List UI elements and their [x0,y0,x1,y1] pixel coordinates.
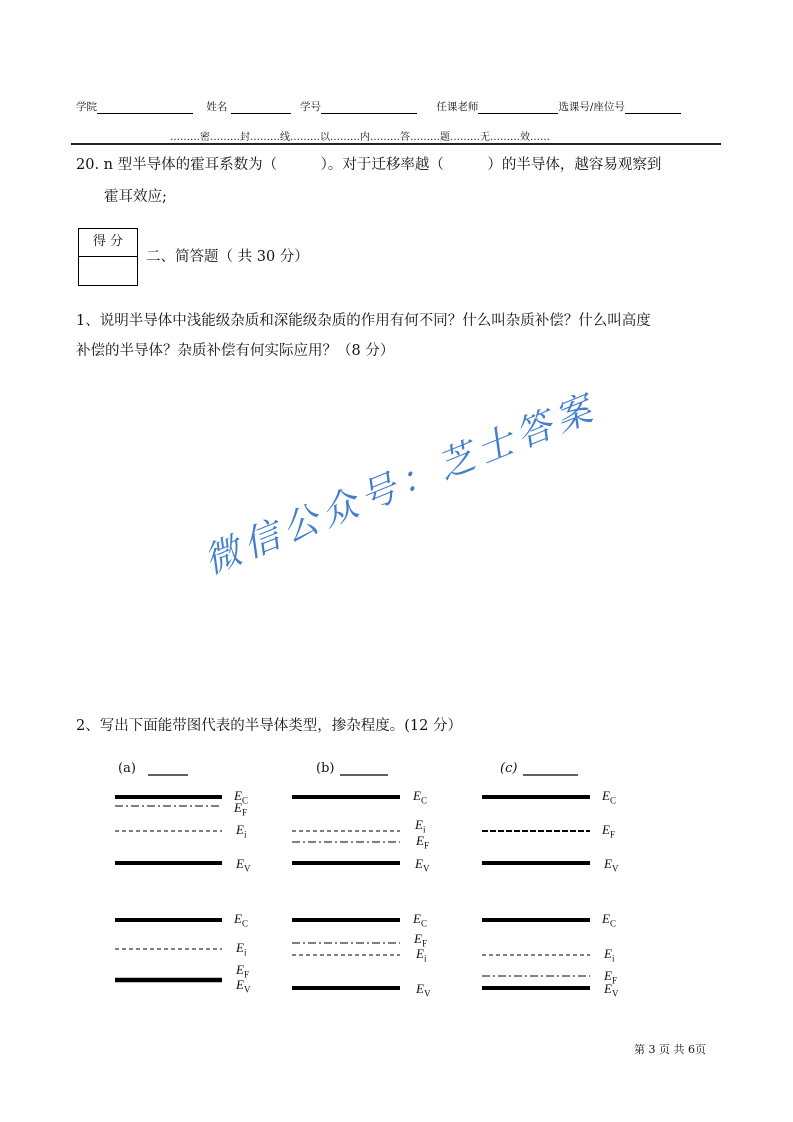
ev-label: $E_V$ [604,981,619,999]
score-box-label: 得 分 [79,229,137,257]
seat-label: 选课号/座位号 [558,101,625,113]
diagram-c-label: (c) [500,761,518,776]
question-1-line1: 1、说明半导体中浅能级杂质和深能级杂质的作用有何不同？什么叫杂质补偿？什么叫高度 [76,313,651,329]
ef-label: $E_F$ [234,800,247,818]
ev-label: $E_V$ [236,856,251,874]
college-label: 学院 [76,101,97,113]
ec-label: $E_C$ [602,788,616,806]
diagram-b-label: (b) [316,761,335,776]
ef-label: $E_F$ [236,962,249,980]
ef-label: $E_F$ [416,833,429,851]
ec-label: $E_C$ [234,911,248,929]
watermark: 微信公众号：芝士答案 [198,386,604,583]
ec-label: $E_C$ [413,911,427,929]
seal-line-text: ………密………封………线………以………内………答………题………无………效…… [170,132,550,143]
ev-label: $E_V$ [604,856,619,874]
diagram-a-label: (a) [118,761,136,776]
ei-label: $E_i$ [236,822,247,840]
ei-label: $E_i$ [604,946,615,964]
ei-label: $E_i$ [236,940,247,958]
question-20-line1: 20. n 型半导体的霍耳系数为（ ）。对于迁移率越（ ）的半导体，越容易观察到 [76,157,662,173]
ec-label: $E_C$ [602,911,616,929]
ef-label: $E_F$ [604,968,617,986]
section-title: 二、简答题（ 共 30 分） [146,249,309,265]
ef-label: $E_F$ [414,931,427,949]
name-label: 姓名 [206,101,228,113]
question-20-line2: 霍耳效应; [104,189,167,205]
student-id-label: 学号 [300,101,322,113]
ef-label: $E_F$ [602,822,615,840]
ei-label: $E_i$ [416,946,427,964]
ec-label: $E_C$ [234,788,248,806]
question-2: 2、写出下面能带图代表的半导体类型，掺杂程度。(12 分） [76,718,462,734]
question-1-line2: 补偿的半导体？杂质补偿有何实际应用？（8 分） [76,343,395,359]
page-number: 第 3 页 共 6页 [634,1043,706,1056]
ei-label: $E_i$ [415,817,426,835]
ev-label: $E_V$ [415,856,430,874]
ev-label: $E_V$ [236,977,251,995]
ev-label: $E_V$ [416,981,431,999]
teacher-label: 任课老师 [436,101,479,113]
ec-label: $E_C$ [413,788,427,806]
